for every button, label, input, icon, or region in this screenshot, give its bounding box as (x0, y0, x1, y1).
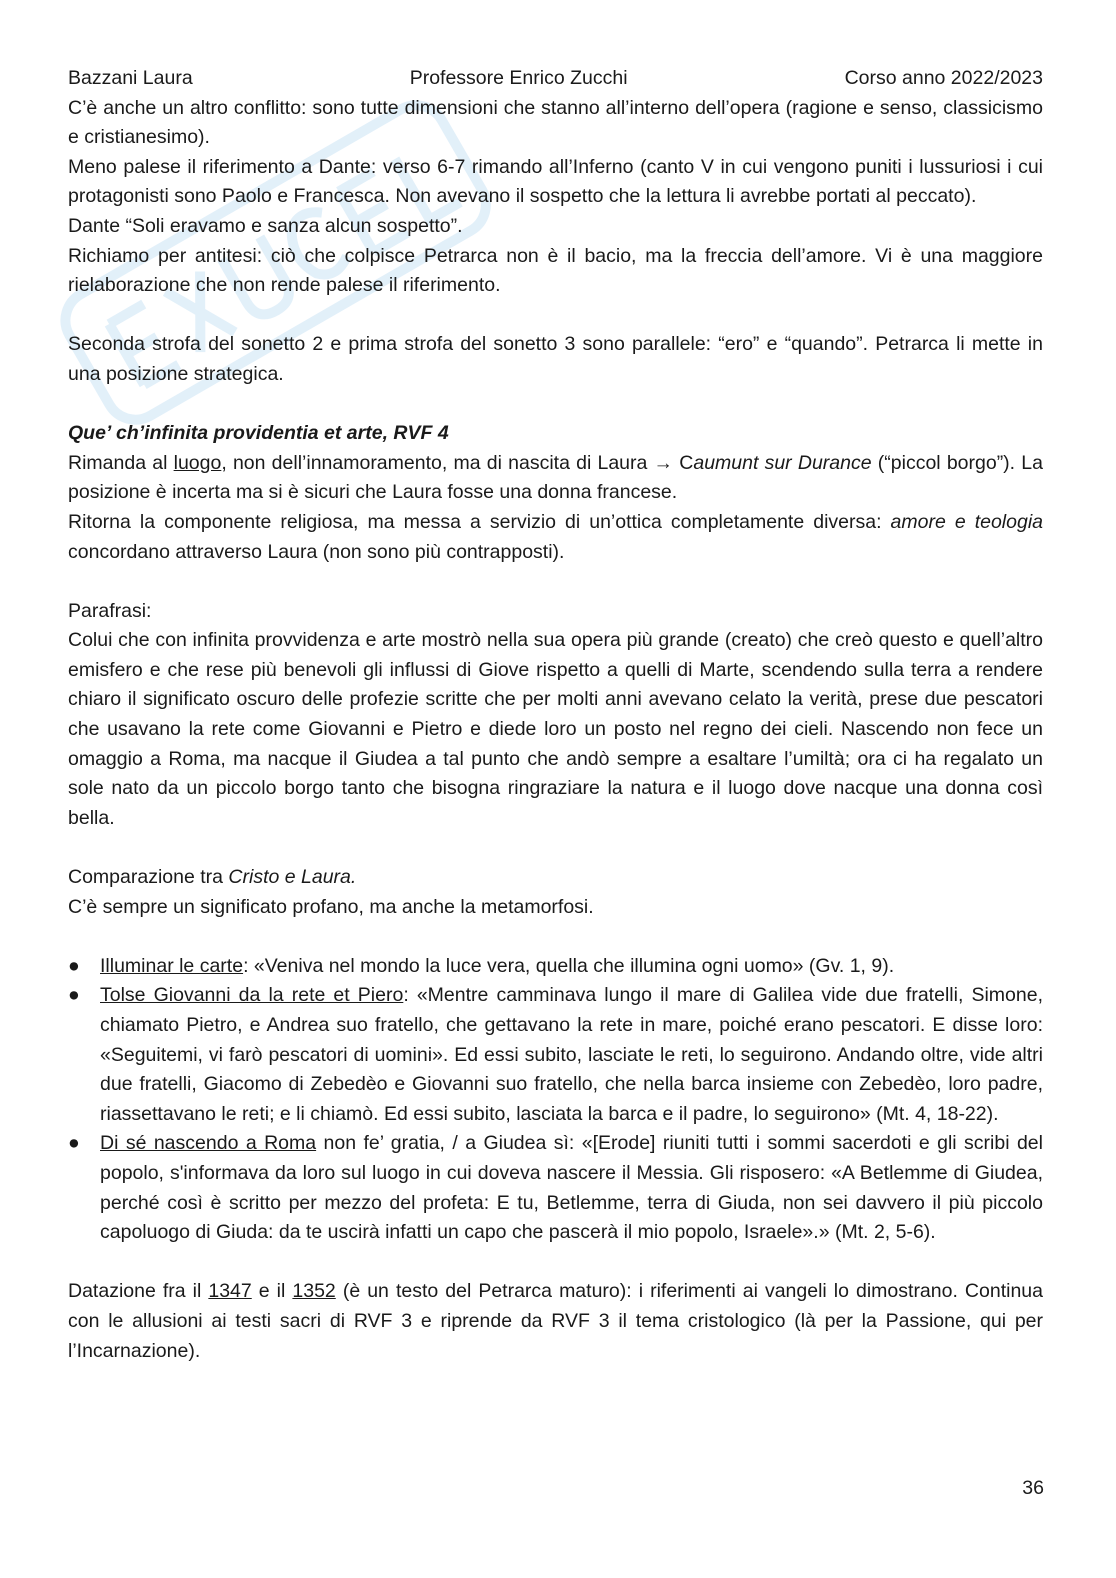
page-number: 36 (1022, 1477, 1044, 1499)
year-end: 1352 (292, 1280, 336, 1303)
paragraph-dating: Datazione fra il 1347 e il 1352 (è un testo del Petrarca maturo): i riferimenti ai vangeli lo dimostrano. Continua con le allusioni ai testi sacri di RVF 3 e riprende da RVF 3 il tema cristologico (là per la Passione, qui per l’Incarnazione). (68, 1280, 1043, 1362)
header-course: Corso anno 2022/2023 (844, 67, 1043, 89)
comparison-line: Comparazione tra Cristo e Laura. (68, 866, 357, 889)
year-start: 1347 (208, 1280, 252, 1303)
parafrasi-text: Colui che con infinita provvidenza e arte mostrò nella sua opera più grande (creato) che creò questo e quell’altro emisfero e che rese più benevoli gli influssi di Giove rispetto a quelli di Marte, scendendo sulla terra a rendere chiaro il significato oscuro delle profezie scritte che per molti anni avevano celato la verità, prese due pescatori che usavano la rete come Giovanni e Pietro e diede loro un posto nel regno dei cieli. Nascendo non fece un omaggio a Roma, ma nacque il Giudea a tal punto che andò sempre a esaltare l’umiltà; ora ci ha regalato un sole nato da un piccolo borgo tanto che bisogna ringraziare la natura e il luogo dove nacque una donna così bella. (68, 629, 1043, 829)
list-item: ● Illuminar le carte: «Veniva nel mondo la luce vera, quella che illumina ogni uomo» (Gv. 1, 9). (68, 952, 1043, 982)
italic-place-name: aumunt sur Durance (693, 451, 872, 474)
list-item: ● Tolse Giovanni da la rete et Piero: «Mentre camminava lungo il mare di Galilea vide due fratelli, Simone, chiamato Pietro, e Andrea suo fratello, che gettavano la rete in mare, poiché erano pescatori. E disse loro: «Seguitemi, vi farò pescatori di uomini». Ed essi subito, lasciate le reti, lo seguirono. Andando oltre, vide altri due fratelli, Giacomo di Zebedèo e Giovanni suo fratello, che nella barca insieme con Zebedèo, loro padre, riassettavano le reti; e li chiamò. Ed essi subito, lasciata la barca e il padre, lo seguirono» (Mt. 4, 18-22). (68, 981, 1043, 1129)
header-professor: Professore Enrico Zucchi (409, 67, 628, 89)
paragraph-dante-quote: Dante “Soli eravamo e sanza alcun sospetto”. (68, 214, 463, 237)
bullet-icon: ● (68, 954, 80, 977)
paragraph-antithesis: Richiamo per antitesi: ciò che colpisce Petrarca non è il bacio, ma la freccia dell’amore. Vi è una maggiore rielaborazione che non rende palese il riferimento. (68, 244, 1043, 297)
bullet-icon: ● (68, 984, 80, 1007)
document-page (68, 64, 1043, 1366)
list-item: ● Di sé nascendo a Roma non fe’ gratia, / a Giudea sì: «[Erode] riuniti tutti i sommi sacerdoti e gli scribi del popolo, s'informava da loro sul luogo in cui doveva nascere il Messia. Gli risposero: «A Betlemme di Giudea, perché così è scritto per mezzo del profeta: E tu, Betlemme, terra di Giuda, non sei davvero il più piccolo capoluogo di Giuda: da te uscirà infatti un capo che pascerà il mio popolo, Israele».» (Mt. 2, 5-6). (68, 1129, 1043, 1247)
italic-cristo-laura: Cristo e Laura. (228, 866, 357, 889)
paragraph-sonnet-parallels: Seconda strofa del sonetto 2 e prima strofa del sonetto 3 sono parallele: “ero” e “quando”. Petrarca li mette in una posizione strategica. (68, 333, 1043, 385)
paragraph-dante-reference: Meno palese il riferimento a Dante: verso 6-7 rimando all’Inferno (canto V in cui vengono puniti i lussuriosi i cui protagonisti sono Paolo e Francesca. Non avevano il sospetto che la lettura li avrebbe portati al peccato). (68, 155, 1043, 208)
paragraph-luogo: Rimanda al luogo, non dell’innamoramento, ma di nascita di Laura → Caumunt sur Durance (“piccol borgo”). La posizione è incerta ma si è sicuri che Laura fosse una donna francese. (68, 451, 1043, 504)
comparison-line-2: C’è sempre un significato profano, ma anche la metamorfosi. (68, 895, 594, 918)
page-header (68, 64, 1043, 94)
parafrasi-label: Parafrasi: (68, 599, 152, 622)
section-heading: Que’ ch’infinita providentia et arte, RVF 4 (68, 422, 449, 445)
paragraph-religion: Ritorna la componente religiosa, ma messa a servizio di un’ottica completamente diversa: amore e teologia concordano attraverso Laura (non sono più contrapposti). (68, 510, 1043, 563)
header-author: Bazzani Laura (68, 67, 193, 89)
bullet-icon: ● (68, 1132, 80, 1155)
italic-amore-teologia: amore e teologia (890, 510, 1043, 533)
paragraph-conflict: C’è anche un altro conflitto: sono tutte dimensioni che stanno all’interno dell’opera (ragione e senso, classicismo e cristianesimo). (68, 96, 1043, 149)
underlined-luogo: luogo (173, 451, 222, 474)
quotation-list (68, 952, 1043, 1248)
